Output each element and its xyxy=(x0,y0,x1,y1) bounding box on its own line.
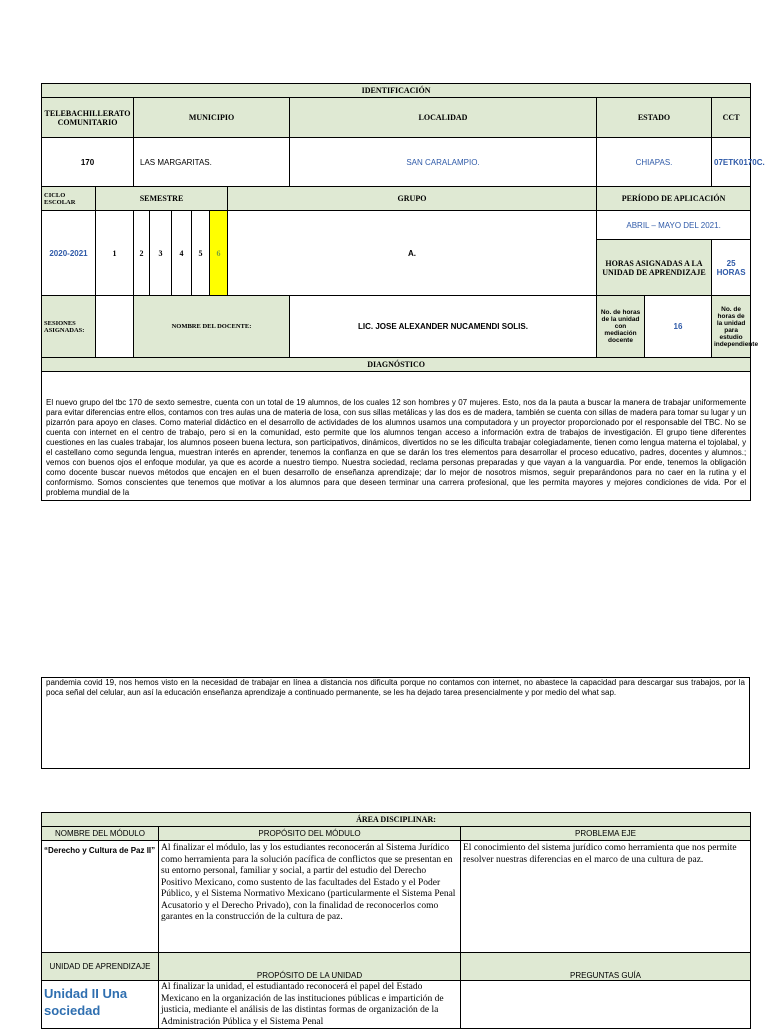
problema-eje: El conocimiento del sistema jurídico como herramienta que nos permite resolver nuestras diferencias en el marco de una cultura de paz. xyxy=(461,841,751,953)
grupo-value: A. xyxy=(228,211,597,296)
horas-independiente-label: No. de horas de la unidad para estudio independiente xyxy=(712,296,751,358)
diagnostico-title: DIAGNÓSTICO xyxy=(42,358,751,372)
modulo-header: NOMBRE DEL MÓDULO xyxy=(42,827,159,841)
identificacion-table xyxy=(41,83,765,501)
municipio-header: MUNICIPIO xyxy=(134,98,290,138)
ciclo-label: CICLO ESCOLAR xyxy=(42,187,96,211)
unidad-header: UNIDAD DE APRENDIZAJE xyxy=(42,953,159,981)
estado-value: CHIAPAS. xyxy=(597,138,712,187)
ciclo-value: 2020-2021 xyxy=(42,211,96,296)
unidad-name: Unidad II Una sociedad xyxy=(42,981,159,1029)
area-disciplinar-table xyxy=(41,812,751,1029)
semestre-5: 5 xyxy=(192,211,210,296)
sesiones-label: SESIONES ASIGNADAS: xyxy=(42,296,96,358)
estado-header: ESTADO xyxy=(597,98,712,138)
municipio-value: LAS MARGARITAS. xyxy=(134,138,290,187)
sesiones-value xyxy=(96,296,134,358)
cct-value: 07ETK0170C. xyxy=(712,138,751,187)
telebachillerato-value: 170 xyxy=(42,138,134,187)
proposito-header: PROPÓSITO DEL MÓDULO xyxy=(159,827,461,841)
preguntas-header: PREGUNTAS GUÍA xyxy=(461,953,751,981)
proposito-modulo: Al finalizar el módulo, las y los estudiantes reconocerán al Sistema Jurídico como herramienta para la solución pacífica de conflictos que se presentan en su entorno personal, familiar y social, a partir del estudio del Derecho Positivo Mexicano, como sustento de las facultades del Estado y el Poder Público, y el Sistema Normativo Mexicano (particularmente el Sistema Penal Acusatorio y el Derecho Privado), con la finalidad de reconocerlos como garantes en la construcción de la cultura de paz. xyxy=(159,841,461,953)
localidad-header: LOCALIDAD xyxy=(290,98,597,138)
cct-header: CCT xyxy=(712,98,751,138)
docente-name: LIC. JOSE ALEXANDER NUCAMENDI SOLIS. xyxy=(290,296,597,358)
semestre-2: 2 xyxy=(134,211,150,296)
proposito-unidad: Al finalizar la unidad, el estudiantado reconocerá el papel del Estado Mexicano en la organización de las instituciones públicas e impartición de justicia, mediante el análisis de las distintas formas de organización de la Administración Pública y el Sistema Penal xyxy=(159,981,461,1029)
identificacion-title: IDENTIFICACIÓN xyxy=(42,84,751,98)
diagnostico-continuation: pandemia covid 19, nos hemos visto en la necesidad de trabajar en línea a distancia nos dificulta porque no contamos con internet, no abastece la capacidad para descargar sus trabajos, por la poca señal del celular, aun así la educación enseñanza aprendizaje a continuado permanente, se les ha dejado tarea presencialmente y por medio del what sap. xyxy=(41,677,750,769)
semestre-1: 1 xyxy=(96,211,134,296)
horas-value: 25 HORAS xyxy=(712,240,751,296)
semestre-4: 4 xyxy=(172,211,192,296)
semestre-label: SEMESTRE xyxy=(96,187,228,211)
preguntas-guia xyxy=(461,981,751,1029)
diagnostico-text: El nuevo grupo del tbc 170 de sexto semestre, cuenta con un total de 19 alumnos, de los cuales 12 son hombres y 07 mujeres. Esto, nos da la pauta a buscar la manera de trabajar uniformemente para evitar diferencias entre ellos, contamos con tres aulas una de materia de losa, con sus sillas metálicas y las dos es de madera, también se cuenta con sillas de madera para tomar su lugar y un pizarrón para apoyo en clases. Como material didáctico en el desarrollo de actividades de los alumnos usamos una computadora y un proyector proporcionado por el responsable del TBC. No se cuenta con internet en el centro de trabajo, pero si en la comunidad, esto permite que los alumnos tengan acceso a información extra de trabajos de investigación. El grupo tiene diferentes cuestiones en las cuales trabajar, los alumnos poseen buena lectura, son participativos, dinámicos, divertidos no se les dificulta trabajar colegiadamente, tienen como lengua materna el tojolabal, y el castellano como segunda lengua, muestran interés en aprender, tenemos la confianza en que se darán los tres elementos para desarrollar el proceso educativo, padres, docentes y alumnos.; vemos con buenos ojos el enfoque modular, ya que es acorde a nuestro tiempo. Nuestra sociedad, reclama personas preparadas y que vayan a la vanguardia. Por ende, tenemos la obligación como docente buscar nuevos métodos que encajen en el buen desarrollo de enseñanza aprendizaje; dar lo mejor de nosotros mismos, seguir preparándonos para no caer en la rutina y el conformismo. Somos conscientes que tenemos que motivar a los alumnos para que deseen terminar una carrera profesional, que les permita mayores y mejores condiciones de vida. Por el problema mundial de la xyxy=(42,372,751,501)
horas-mediacion-label: No. de horas de la unidad con mediación docente xyxy=(597,296,645,358)
semestre-6-selected: 6 xyxy=(210,211,228,296)
horas-mediacion-value: 16 xyxy=(645,296,712,358)
semestre-3: 3 xyxy=(150,211,172,296)
telebachillerato-header: TELEBACHILLERATO COMUNITARIO xyxy=(42,98,134,138)
area-title: ÁREA DISCIPLINAR: xyxy=(42,813,751,827)
localidad-value: SAN CARALAMPIO. xyxy=(290,138,597,187)
nombre-docente-label: NOMBRE DEL DOCENTE: xyxy=(134,296,290,358)
horas-label: HORAS ASIGNADAS A LA UNIDAD DE APRENDIZAJE xyxy=(597,240,712,296)
grupo-label: GRUPO xyxy=(228,187,597,211)
proposito-unidad-header: PROPÓSITO DE LA UNIDAD xyxy=(159,953,461,981)
periodo-label: PERÍODO DE APLICACIÓN xyxy=(597,187,751,211)
periodo-value: ABRIL – MAYO DEL 2021. xyxy=(597,211,751,240)
modulo-name: “Derecho y Cultura de Paz II” xyxy=(42,841,159,953)
problema-header: PROBLEMA EJE xyxy=(461,827,751,841)
